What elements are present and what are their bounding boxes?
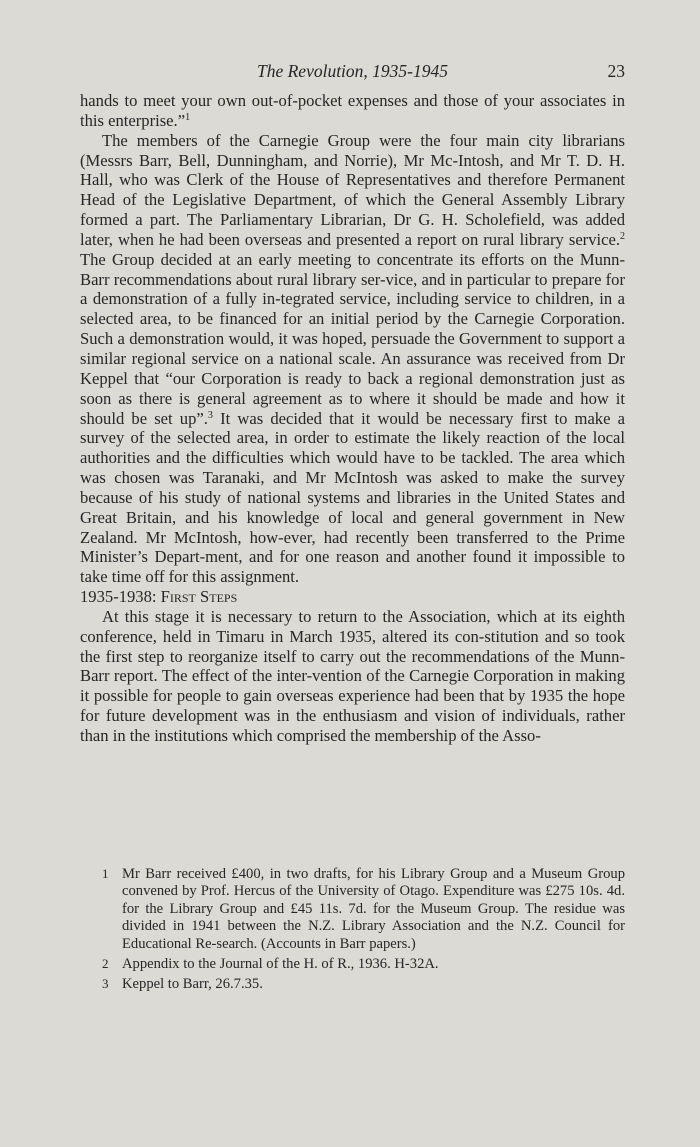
page-header (80, 58, 625, 84)
footnote-number: 1 (102, 866, 109, 881)
footnote-ref: 1 (185, 111, 191, 123)
footnotes (80, 866, 625, 997)
footnote-text: Mr Barr received £400, in two drafts, for his Library Group and a Museum Group convened by Prof. Hercus of the University of Otago. Expenditure was £275 10s. 4d. for the Library Group and £45 11s. 7d. for the Museum Group. The residue was divided in 1941 between the N.Z. Library Association and the N.Z. Council for Educational Re-search. (Accounts in Barr papers.) (122, 866, 625, 952)
footnote-3 (80, 976, 625, 993)
section-heading: 1935-1938: First Steps (80, 587, 238, 607)
footnote-number: 2 (102, 956, 109, 972)
page-number: 23 (607, 61, 625, 81)
footnote-2 (80, 956, 625, 973)
main-text (80, 91, 625, 746)
running-title: The Revolution, 1935-1945 (256, 61, 448, 81)
paragraph-text: The members of the Carnegie Group were the four main city librarians (Messrs Barr, Bell, Dunningham, and Norrie), Mr Mc-Intosh, and Mr T. D. H. Hall, who was Clerk of the House of Representatives and therefore Permanent Head of the Legislative Department, of which the General Assembly Library formed a part. The Parliamentary Librarian, Dr G. H. Scholefield, was added later, when he had been overseas and presented a report on rural library service. (80, 130, 625, 249)
footnote-ref: 3 (207, 409, 213, 421)
paragraph-text: The Group decided at an early meeting to concentrate its efforts on the Munn-Barr recommendations about rural library ser-vice, and in particular to prepare for a demonstration of a fully in-tegrated service, including service to children, in a selected area, to be financed for an initial period by the Carnegie Corporation. Such a demonstration would, it was hoped, persuade the Government to support a similar regional service on a national scale. An assurance was received from Dr Keppel that “our Corporation is ready to back a regional demonstration just as soon as there is general agreement as to where it should be made and how it should be set up”. (80, 249, 625, 428)
paragraph-text: hands to meet your own out-of-pocket expenses and those of your associates in this enterprise.” (80, 91, 625, 130)
footnote-text: Appendix to the Journal of the H. of R., 1936. H-32A. (122, 956, 439, 973)
paragraph-carnegie-group (80, 131, 625, 587)
footnote-ref: 2 (620, 230, 625, 242)
paragraph-association: At this stage it is necessary to return to the Association, which at its eighth conference, held in Timaru in March 1935, altered its con-stitution and so took the first step to reorganize itself to carry out the recommendations of the Munn-Barr report. The effect of the inter-vention of the Carnegie Corporation in making it possible for people to gain overseas experience had been that by 1935 the hope for future development was in the enthusiasm and vision of individuals, rather than in the institutions which comprised the membership of the Asso- (80, 606, 625, 745)
footnote-1 (80, 866, 625, 953)
paragraph-continuation (80, 91, 625, 131)
footnote-text: Keppel to Barr, 26.7.35. (122, 976, 263, 993)
footnote-number: 3 (102, 976, 109, 992)
paragraph-text: It was decided that it would be necessary first to make a survey of the selected area, in order to estimate the likely reaction of the local authorities and the difficulties which would have to be tackled. The area which was chosen was Taranaki, and Mr McIntosh was asked to make the survey because of his study of national systems and libraries in the United States and Great Britain, and his knowledge of local and general government in New Zealand. Mr McIntosh, how-ever, had recently been transferred to the Prime Minister’s Depart-ment, and for one reason and another found it impossible to take time off for this assignment. (80, 408, 625, 587)
